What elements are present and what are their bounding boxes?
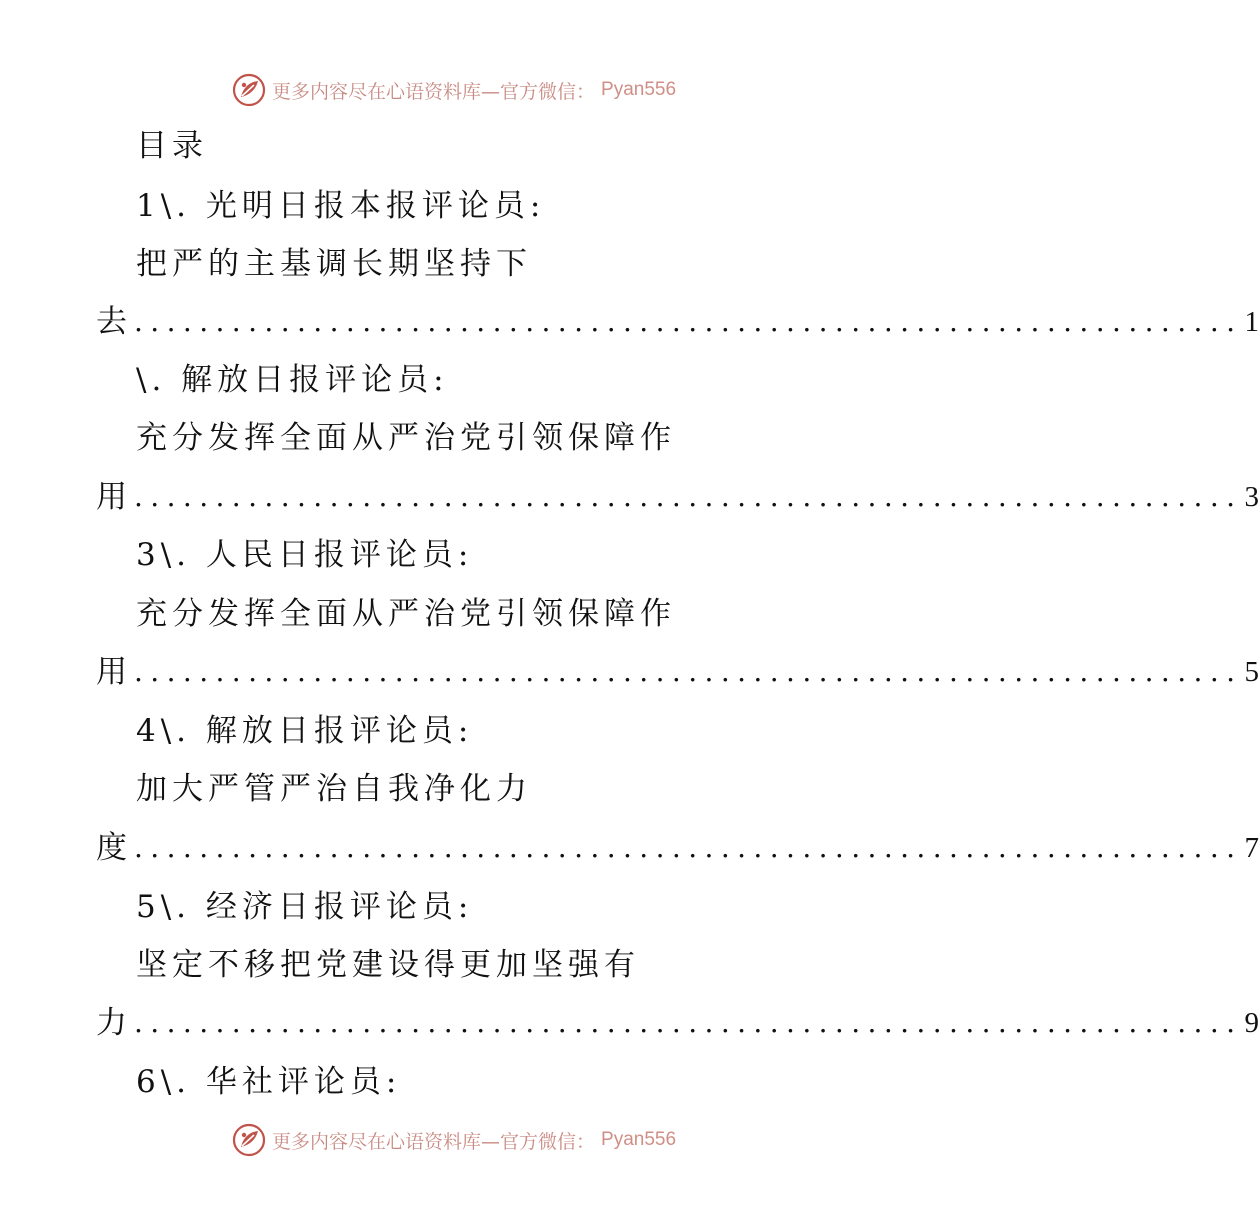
toc-entry-leader-row[interactable] (96, 652, 1259, 692)
dot-leader: .................................................................... (134, 655, 1243, 688)
dot-leader: .................................................................... (134, 480, 1243, 513)
toc-entry-tail: 用 (96, 654, 132, 690)
toc-entry-heading: \. 解放日报评论员: (136, 362, 449, 398)
dot-leader: .................................................................... (134, 305, 1243, 338)
leaf-pen-logo-icon (232, 73, 266, 107)
toc-page-number: 3 (1244, 481, 1259, 513)
toc-page-number: 5 (1244, 656, 1259, 688)
leaf-pen-logo-icon (232, 1123, 266, 1157)
toc-entry-text: 加大严管严治自我净化力 (136, 771, 532, 807)
toc-entry-text: 充分发挥全面从严治党引领保障作 (136, 420, 676, 456)
watermark-text: 更多内容尽在心语资料库—官方微信： (272, 80, 596, 103)
watermark-id: Pyan556 (601, 1129, 677, 1150)
toc-entry-leader-row[interactable] (96, 302, 1259, 342)
toc-page-number: 1 (1244, 306, 1259, 338)
watermark-footer (232, 1122, 676, 1158)
toc-page-number: 9 (1244, 1007, 1259, 1039)
toc-entry-heading: 6\. 华社评论员: (136, 1064, 402, 1100)
toc-entry-leader-row[interactable] (96, 828, 1259, 868)
watermark-id: Pyan556 (601, 79, 677, 100)
toc-page-number: 7 (1244, 832, 1259, 864)
toc-entry-tail: 力 (96, 1005, 132, 1041)
toc-entry-heading: 3\. 人民日报评论员: (136, 537, 474, 573)
watermark-header (232, 72, 676, 108)
toc-entry-heading: 4\. 解放日报评论员: (136, 713, 474, 749)
toc-entry-text: 充分发挥全面从严治党引领保障作 (136, 596, 676, 632)
toc-entry-heading: 1\. 光明日报本报评论员: (136, 188, 546, 224)
toc-entry-tail: 去 (96, 304, 132, 340)
toc-entry-heading: 5\. 经济日报评论员: (136, 889, 474, 925)
toc-entry-tail: 用 (96, 479, 132, 515)
toc-entry-tail: 度 (96, 830, 132, 866)
toc-entry-leader-row[interactable] (96, 1003, 1259, 1043)
dot-leader: .................................................................... (134, 831, 1243, 864)
dot-leader: .................................................................... (134, 1006, 1243, 1039)
watermark-text: 更多内容尽在心语资料库—官方微信： (272, 1130, 596, 1153)
toc-entry-text: 把严的主基调长期坚持下 (136, 246, 532, 282)
toc-title: 目录 (136, 128, 208, 164)
toc-entry-text: 坚定不移把党建设得更加坚强有 (136, 947, 640, 983)
toc-entry-leader-row[interactable] (96, 477, 1259, 517)
